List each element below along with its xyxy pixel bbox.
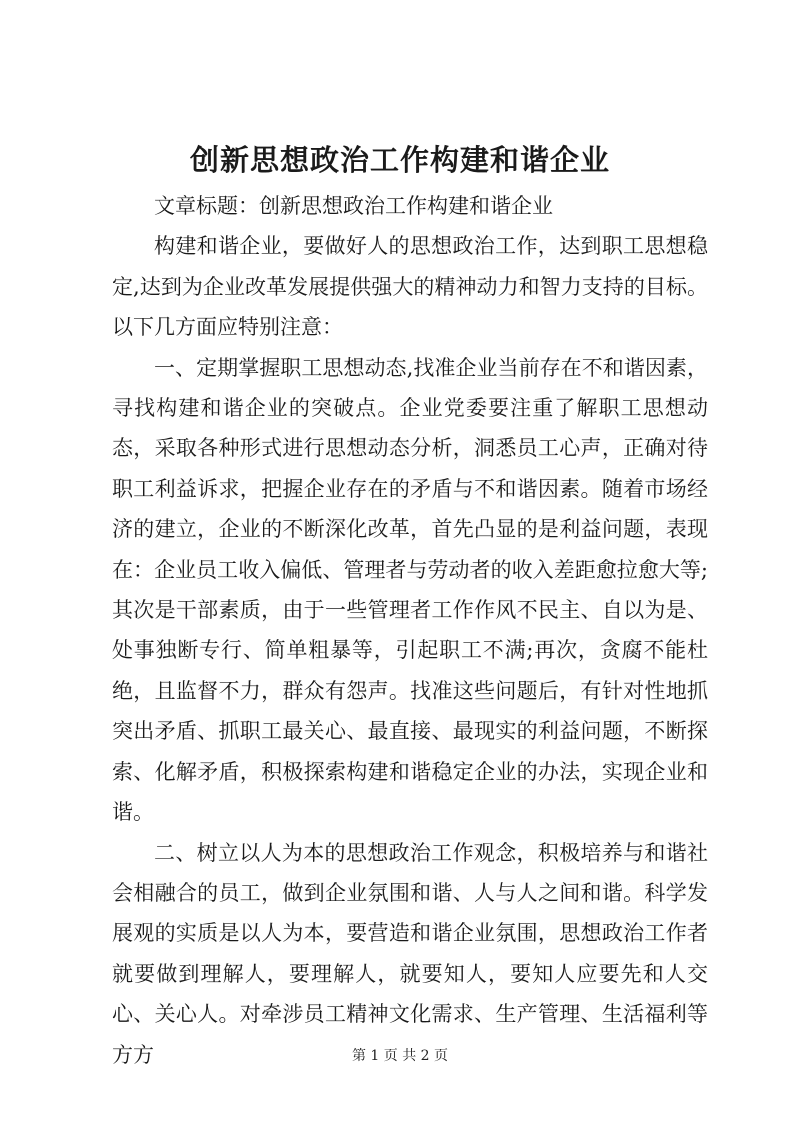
page-number-footer: 第 1 页 共 2 页 xyxy=(351,1048,449,1064)
paragraph-intro: 构建和谐企业，要做好人的思想政治工作，达到职工思想稳定,达到为企业改革发展提供强大的精神动力和智力支持的目标。以下几方面应特别注意： xyxy=(112,234,708,340)
paragraph-section-one: 一、定期掌握职工思想动态,找准企业当前存在不和谐因素，寻找构建和谐企业的突破点。企业党委要注重了解职工思想动态，采取各种形式进行思想动态分析，洞悉员工心声，正确对待职工利益诉求，把握企业存在的矛盾与不和谐因素。随着市场经济的建立，企业的不断深化改革，首先凸显的是利益问题，表现在：企业员工收入偏低、管理者与劳动者的收入差距愈拉愈大等;其次是干部素质，由于一些管理者工作作风不民主、自以为是、处事独断专行、简单粗暴等，引起职工不满;再次，贪腐不能杜绝，且监督不力，群众有怨声。找准这些问题后，有针对性地抓突出矛盾、抓职工最关心、最直接、最现实的利益问题，不断探索、化解矛盾，积极探索构建和谐稳定企业的办法，实现企业和谐。 xyxy=(112,355,708,825)
paragraph-article-title: 文章标题：创新思想政治工作构建和谐企业 xyxy=(154,194,553,218)
document-body xyxy=(112,186,708,1075)
paragraph-section-two: 二、树立以人为本的思想政治工作观念，积极培养与和谐社会相融合的员工，做到企业氛围和谐、人与人之间和谐。科学发展观的实质是以人为本，要营造和谐企业氛围，思想政治工作者就要做到理解人，要理解人，就要知人，要知人应要先和人交心、关心人。对牵涉员工精神文化需求、生产管理、生活福利等方方 xyxy=(112,840,708,1067)
document-title: 创新思想政治工作构建和谐企业 xyxy=(189,143,610,177)
